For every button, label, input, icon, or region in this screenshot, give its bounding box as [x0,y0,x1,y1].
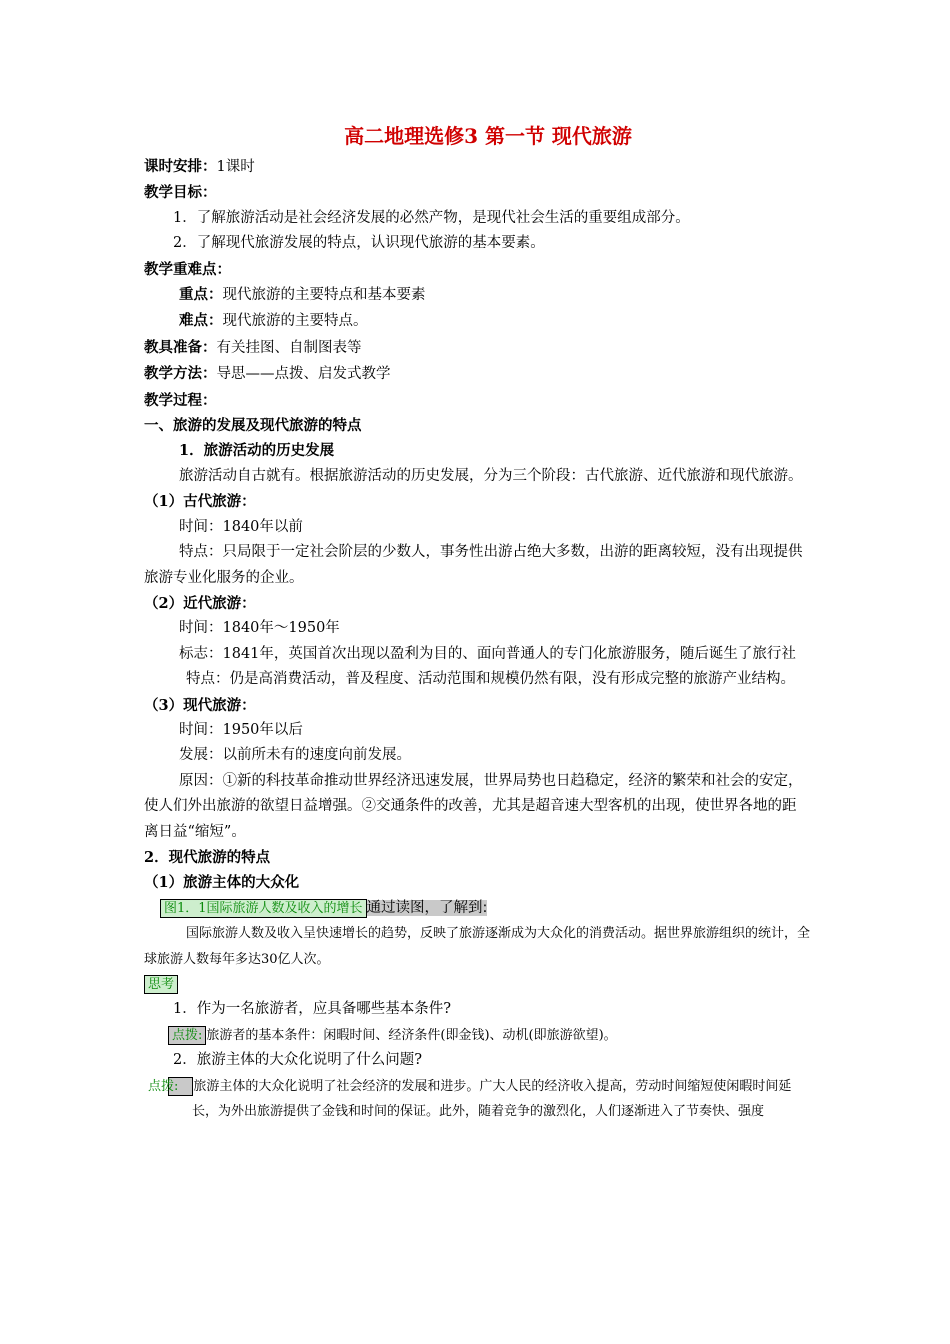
method-value: 导思——点拨、启发式教学 [216,366,391,383]
figure-line [144,896,810,921]
method-line [144,361,810,387]
goal-2: 2．了解现代旅游发展的特点，认识现代旅游的基本要素。 [173,235,545,252]
modern-time: 时间：1950年以后 [179,721,303,738]
answer-2: 旅游主体的大众化说明了社会经济的发展和进步。广大人民的经济收入提高，劳动时间缩短使闲暇时间延长，为外出旅游提供了金钱和时间的保证。此外，随着竞争的激烈化，人们逐渐进入了节奏快、强度 [192,1078,792,1120]
modern-reason: 原因：①新的科技革命推动世界经济迅速发展，世界局势也日趋稳定，经济的繁荣和社会的安定，使人们外出旅游的欲望日益增强。②交通条件的改善，尤其是超音速大型客机的出现，使世界各地的距离日益“缩短”。 [144,772,803,840]
question-1: 1．作为一名旅游者，应具备哪些基本条件? [173,1001,451,1018]
ancient-time: 时间：1840年以前 [179,518,303,535]
section1-sub1: 1．旅游活动的历史发展 [179,442,335,460]
modern-early-heading: （2）近代旅游： [144,594,256,612]
process-label: 教学过程： [144,391,217,409]
goal-1: 1．了解旅游活动是社会经济发展的必然产物，是现代社会生活的重要组成部分。 [173,209,690,226]
key-point-value: 现代旅游的主要特点和基本要素 [222,287,426,304]
method-label: 教学方法： [144,365,217,383]
answer-1: 旅游者的基本条件：闲暇时间、经济条件(即金钱)、动机(即旅游欲望)。 [206,1027,617,1043]
key-label: 教学重难点： [144,260,231,278]
section1-heading: 一、旅游的发展及现代旅游的特点 [144,417,362,435]
hint-tag-1: 点拨: [168,1026,206,1045]
section1-intro: 旅游活动自古就有。根据旅游活动的历史发展，分为三个阶段：古代旅游、近代旅游和现代旅游。 [179,467,803,484]
answer-2-line [148,1074,810,1125]
modern-early-mark: 标志：1841年，英国首次出现以盈利为目的、面向普通人的专门化旅游服务，随后诞生了旅行社 [179,645,796,662]
figure-text: 国际旅游人数及收入呈快速增长的趋势，反映了旅游逐渐成为大众化的消费活动。据世界旅游组织的统计，全球旅游人数每年多达30亿人次。 [144,926,811,967]
mass-heading: （1）旅游主体的大众化 [144,874,300,892]
document-body [144,118,810,1124]
section2-sub2: 2．现代旅游的特点 [144,848,271,866]
modern-early-time: 时间：1840年～1950年 [179,620,340,637]
difficult-value: 现代旅游的主要特点。 [222,313,368,330]
difficult-line [144,308,810,334]
figure-lead: 通过读图，了解到: [366,899,488,916]
hours-line [144,154,810,180]
modern-early-feature: 特点：仍是高消费活动，普及程度、活动范围和规模仍然有限，没有形成完整的旅游产业结构。 [186,671,795,688]
goals-label: 教学目标： [144,184,217,202]
tools-label: 教具准备： [144,338,217,356]
question-2: 2．旅游主体的大众化说明了什么问题? [173,1052,422,1069]
figure-tag: 图1．1国际旅游人数及收入的增长 [160,899,367,918]
answer-1-line [144,1023,810,1048]
hint-tag-2: 点拨: [168,1077,193,1096]
difficult-label: 难点： [179,312,223,330]
think-tag: 思考 [144,975,178,994]
key-point-label: 重点： [179,286,223,304]
ancient-heading: （1）古代旅游： [144,493,256,511]
hours-label: 课时安排： [144,158,217,175]
page-title: 高二地理选修3 第一节 现代旅游 [344,124,632,148]
think-line [144,972,810,997]
hours-value: 1课时 [216,159,255,175]
tools-value: 有关挂图、自制图表等 [216,339,362,356]
modern-dev: 发展：以前所未有的速度向前发展。 [179,747,411,764]
key-point-line [144,282,810,308]
ancient-feature: 特点：只局限于一定社会阶层的少数人，事务性出游占绝大多数，出游的距离较短，没有出现提供旅游专业化服务的企业。 [144,544,803,586]
tools-line [144,335,810,361]
modern-heading: （3）现代旅游： [144,696,256,714]
